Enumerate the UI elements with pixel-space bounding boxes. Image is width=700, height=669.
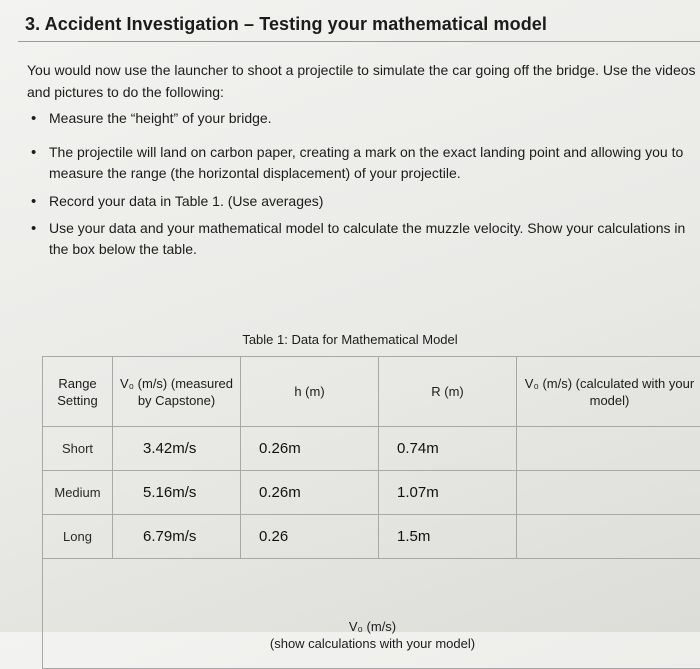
instruction-item: • Measure the “height” of your bridge. xyxy=(27,108,699,129)
title-divider xyxy=(18,41,700,42)
instruction-item: • Use your data and your mathematical model to calculate the muzzle velocity. Show your calculations in the box below the table. xyxy=(27,218,699,260)
header-range-setting: Range Setting xyxy=(43,357,113,427)
v0-calculated-cell[interactable] xyxy=(517,471,700,515)
r-cell[interactable]: 1.5m xyxy=(379,515,517,559)
range-setting-cell: Medium xyxy=(43,471,113,515)
h-cell[interactable]: 0.26 xyxy=(241,515,379,559)
instruction-item: • Record your data in Table 1. (Use averages) xyxy=(27,191,699,212)
table-header-row xyxy=(43,357,700,427)
h-cell[interactable]: 0.26m xyxy=(241,471,379,515)
calculation-row xyxy=(43,559,700,669)
instruction-item: • The projectile will land on carbon paper, creating a mark on the exact landing point and allowing you to measure the range (the horizontal displacement) of your projectile. xyxy=(27,142,699,184)
v0-measured-cell[interactable]: 5.16m/s xyxy=(113,471,241,515)
v0-measured-cell[interactable]: 6.79m/s xyxy=(113,515,241,559)
range-setting-cell: Long xyxy=(43,515,113,559)
v0-measured-cell[interactable]: 3.42m/s xyxy=(113,427,241,471)
header-h: h (m) xyxy=(241,357,379,427)
v0-calculated-cell[interactable] xyxy=(517,515,700,559)
table-row xyxy=(43,471,700,515)
header-v0-calculated: V₀ (m/s) (calculated with your model) xyxy=(517,357,700,427)
v0-calculated-cell[interactable] xyxy=(517,427,700,471)
calc-box-sublabel: (show calculations with your model) xyxy=(43,635,700,652)
r-cell[interactable]: 0.74m xyxy=(379,427,517,471)
header-r: R (m) xyxy=(379,357,517,427)
h-cell[interactable]: 0.26m xyxy=(241,427,379,471)
table-caption: Table 1: Data for Mathematical Model xyxy=(0,332,700,347)
calculation-box[interactable] xyxy=(43,559,700,669)
table-row xyxy=(43,427,700,471)
intro-paragraph: You would now use the launcher to shoot a projectile to simulate the car going off the bridge. Use the videos and pictures to do the following: xyxy=(27,59,700,103)
r-cell[interactable]: 1.07m xyxy=(379,471,517,515)
table-row xyxy=(43,515,700,559)
range-setting-cell: Short xyxy=(43,427,113,471)
calc-box-label: V₀ (m/s) xyxy=(43,618,700,635)
header-v0-measured: V₀ (m/s) (measured by Capstone) xyxy=(113,357,241,427)
data-table xyxy=(42,356,700,669)
instruction-list xyxy=(27,108,699,260)
section-title: 3. Accident Investigation – Testing your mathematical model xyxy=(25,14,547,35)
